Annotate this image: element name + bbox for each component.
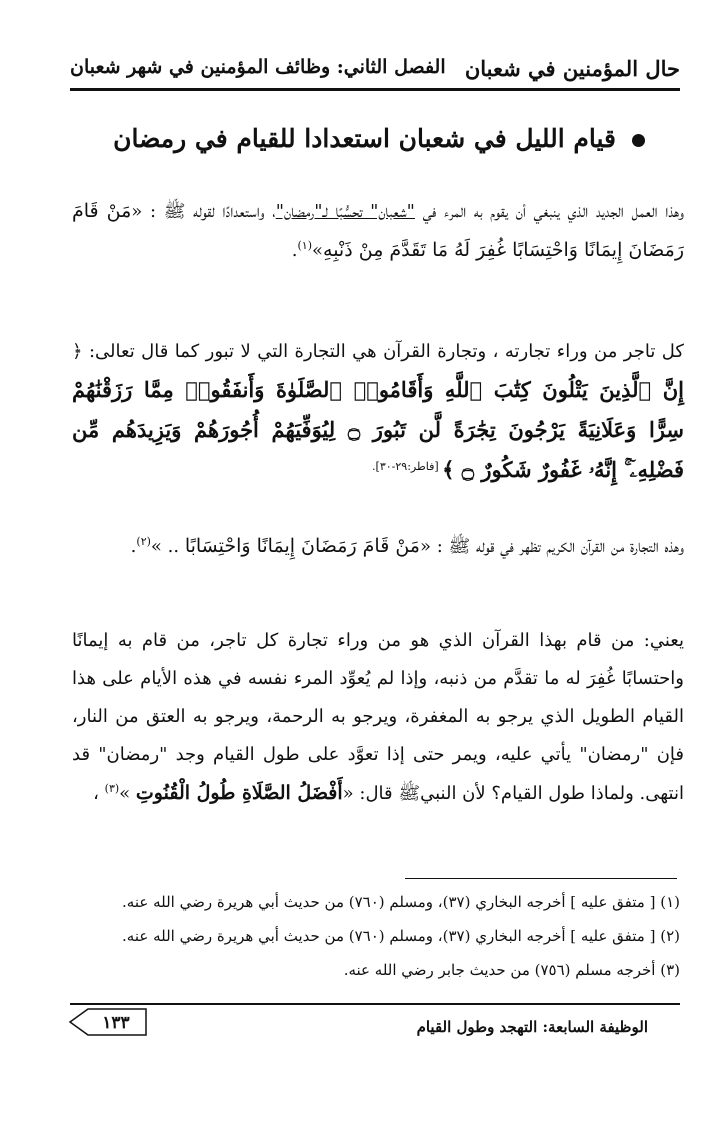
chapter-title: الفصل الثاني: وظائف المؤمنين في شهر شعبان [70, 56, 446, 78]
p1-text-a: وهذا العمل الجديد الذي ينبغي أن يقوم به المرء في [414, 201, 684, 222]
footnote-ref-2: (٢) [136, 535, 151, 548]
p4-text-b: » [119, 783, 136, 804]
footnote-ref-1: (١) [297, 239, 312, 252]
footnote-3: (٣) أخرجه مسلم (٧٥٦) من حديث جابر رضي الله عنه. [343, 961, 680, 979]
paragraph-2 [72, 333, 684, 491]
p3-text-a: وهذه التجارة من القرآن الكريم تظهر في قوله ﷺ : « [419, 536, 684, 557]
footnote-ref-3: (٣) [104, 782, 120, 795]
p4-text-c: ، [93, 783, 105, 804]
book-title: حال المؤمنين في شعبان [464, 56, 680, 81]
p4-hadith: أَفْضَلُ الصَّلَاةِ طُولُ الْقُنُوتِ [135, 782, 343, 804]
running-header [70, 52, 680, 91]
p1-text-c: ، واستعدادًا لقوله ﷺ : « [131, 201, 276, 222]
section-heading [113, 124, 645, 153]
p1-text-d: » [312, 240, 324, 261]
footnote-1: (١) [ متفق عليه ] أخرجه البخاري (٣٧)، ومسلم (٧٦٠) من حديث أبي هريرة رضي الله عنه. [122, 893, 680, 911]
footnotes [100, 885, 680, 987]
p1-text-e: . [291, 240, 298, 261]
page-number: ١٣٣ [102, 1013, 130, 1033]
footer-divider [70, 1003, 680, 1005]
p3-text-c: . [130, 536, 137, 557]
p4-text-a: يعني: من قام بهذا القرآن الذي هو من وراء تجارة كل تاجر، من قام به إيمانًا واحتسابًا غُفِرَ له ما تقدَّم من ذنبه، وإذا لم يُعوِّد المرء نفسه في هذه الأيام على هذا القيام الطويل الذي يرجو به المغفرة، ويرجو به الرحمة، ويرجو به العتق من النار، فإن "رمضان" يأتي عليه، ويمر حتى إذا تعوَّد على طول القيام وجد "رمضان" قد انتهى. ولماذا طول القيام؟ لأن النبيﷺ قال: « [72, 630, 684, 804]
quran-verse: إِنَّ ٱلَّذِينَ يَتْلُونَ كِتَٰبَ ٱللَّهِ وَأَقَامُوا۟ ٱلصَّلَوٰةَ وَأَنفَقُوا۟ مِمَّا رَزَقْنَٰهُمْ سِرًّا وَعَلَانِيَةً يَرْجُونَ تِجَٰرَةً لَّن تَبُورَ ۝ لِيُوَفِّيَهُمْ أُجُورَهُمْ وَيَزِيدَهُم مِّن فَضْلِهِۦٓ ۚ إِنَّهُۥ غَفُورٌ شَكُورٌ ۝ ﴾ [72, 377, 684, 482]
p2-text-a: كل تاجر من وراء تجارته ، وتجارة القرآن هي التجارة التي لا تبور كما قال تعالى: ﴿ [72, 341, 684, 362]
p3-text-b: .. » [150, 536, 185, 557]
page-number-tab [68, 1008, 148, 1036]
p1-hadith: مَنْ قَامَ رَمَضَانَ إِيمَانًا وَاحْتِسَابًا غُفِرَ لَهُ مَا تَقَدَّمَ مِنْ ذَنْبِهِ [72, 200, 684, 261]
p3-hadith: مَنْ قَامَ رَمَضَانَ إِيمَانًا وَاحْتِسَابًا [184, 535, 420, 557]
verse-reference: [فاطر:٢٩-٣٠]. [372, 460, 443, 473]
section-heading-text: قيام الليل في شعبان استعدادا للقيام في رمضان [113, 124, 616, 153]
p1-underlined-text: "شعبان" تحسُّبًا لـ"رمضان" [275, 201, 415, 222]
footer-section-title: الوظيفة السابعة: التهجد وطول القيام [416, 1018, 648, 1036]
paragraph-4 [72, 622, 684, 813]
footnote-divider [405, 878, 677, 879]
paragraph-1 [72, 192, 684, 270]
footnote-2: (٢) [ متفق عليه ] أخرجه البخاري (٣٧)، ومسلم (٧٦٠) من حديث أبي هريرة رضي الله عنه. [122, 927, 680, 945]
paragraph-3 [72, 527, 684, 566]
bullet-icon [632, 134, 645, 147]
